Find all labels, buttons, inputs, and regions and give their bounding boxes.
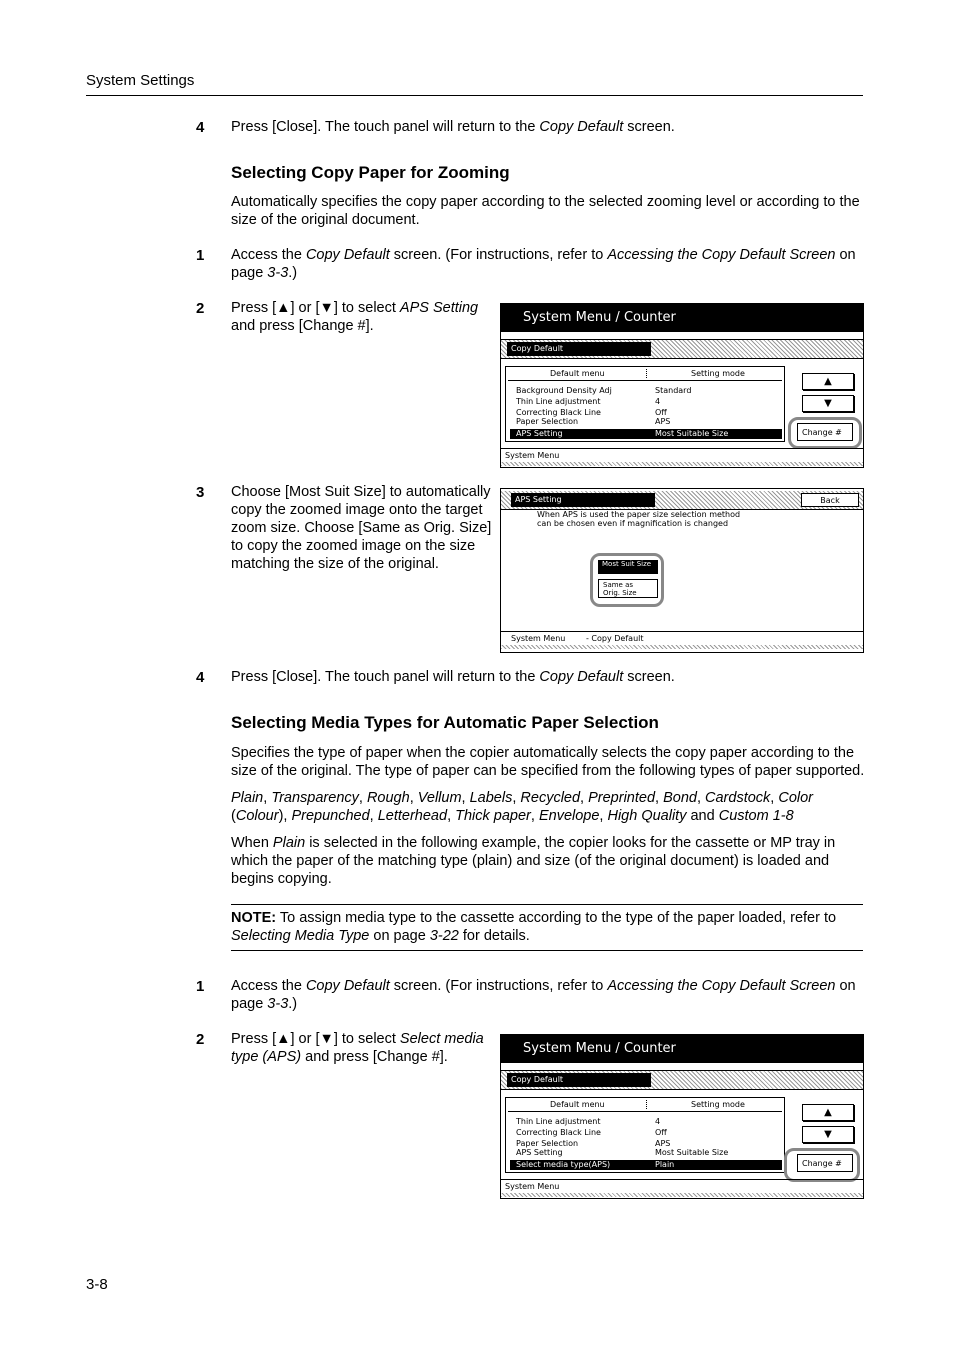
step-text: Press [▲] or [▼] to select Select media type (APS) and press [Change #]. [231,1031,484,1065]
settings-list [505,366,785,442]
column-divider [646,1100,647,1109]
tab-copy-default[interactable]: Copy Default [507,342,651,356]
back-button[interactable]: Back [801,493,859,507]
tab-bar [501,1070,863,1090]
header-divider [508,380,782,381]
screen-title: System Menu / Counter [501,1035,863,1063]
step-number: 4 [196,669,205,686]
step-text: Press [▲] or [▼] to select APS Setting and press [Change #]. [231,300,479,334]
screen-footer [501,631,863,649]
scroll-down-button[interactable]: ▼ [802,1126,854,1143]
step-text: Access the Copy Default screen. (For instructions, refer to Accessing the Copy Default Screen on page 3-3.) [231,247,856,281]
screen-title: System Menu / Counter [501,304,863,332]
column-header-mode: Setting mode [691,1100,745,1109]
tab-bar [501,491,863,510]
step-number: 2 [196,300,205,317]
step-number: 2 [196,1031,205,1048]
list-item-selected[interactable]: APS Setting Most Suitable Size [510,429,782,439]
screen-footer [501,448,863,466]
header-rule [86,95,863,96]
step-text: Access the Copy Default screen. (For instructions, refer to Accessing the Copy Default Screen on page 3-3.) [231,978,856,1012]
scroll-down-button[interactable]: ▼ [802,395,854,412]
list-item[interactable]: Paper Selection APS [516,417,671,426]
step-text: Press [Close]. The touch panel will return to the Copy Default screen. [231,669,675,685]
hatch-strip [501,645,863,649]
touch-panel-screen [500,303,864,468]
section-heading: Selecting Media Types for Automatic Paper Selection [231,713,659,732]
list-item[interactable]: Thin Line adjustment 4 [516,397,661,406]
note-rule-bottom [231,950,863,951]
note-rule-top [231,904,863,905]
hatch-strip [501,1193,863,1197]
change-button[interactable]: Change # [797,423,853,441]
footer-path: System Menu [505,451,560,460]
list-item[interactable]: Background Density Adj Standard [516,386,692,395]
footer-path: - Copy Default [586,634,644,643]
column-header-menu: Default menu [550,369,605,378]
header-divider [508,1111,782,1112]
step-text: Choose [Most Suit Size] to automatically copy the zoomed image onto the target zoom size. Choose [Same as Orig. Size] to copy the zoomed image on the size matching the size of the original. [231,484,492,572]
step-text: Press [Close]. The touch panel will return to the Copy Default screen. [231,119,675,135]
highlight-ring [590,553,664,607]
column-header-mode: Setting mode [691,369,745,378]
highlight-ring [784,1148,860,1182]
list-item[interactable]: APS Setting Most Suitable Size [516,1148,729,1157]
paper-type-list: Plain, Transparency, Rough, Vellum, Labels, Recycled, Preprinted, Bond, Cardstock, Color (Colour), Prepunched, Letterhead, Thick paper, Envelope, High Quality and Custom 1-8 [231,790,814,824]
example-text: When Plain is selected in the following example, the copier looks for the cassette or MP tray in which the paper of the matching type (plain) and size (of the original document) is loaded and begins copying. [231,835,836,887]
running-header: System Settings [86,72,195,89]
change-button[interactable]: Change # [797,1154,853,1172]
touch-panel-screen [500,488,864,653]
settings-list [505,1097,785,1173]
list-item[interactable]: Paper Selection APS [516,1139,671,1148]
section-heading: Selecting Copy Paper for Zooming [231,163,510,182]
step-number: 3 [196,484,205,501]
touch-panel-screen [500,1034,864,1199]
list-item-selected[interactable]: Select media type(APS) Plain [510,1160,782,1170]
same-as-orig-size-button[interactable]: Same as Orig. Size [598,579,658,598]
step-number: 4 [196,119,205,136]
footer-path: System Menu [511,634,566,643]
page-number: 3-8 [86,1276,108,1293]
tab-aps-setting[interactable]: APS Setting [511,493,655,507]
description-text: When APS is used the paper size selection method can be chosen even if magnification is changed [537,510,741,528]
section-intro: Automatically specifies the copy paper according to the selected zooming level or according to the size of the original document. [231,194,860,228]
tab-copy-default[interactable]: Copy Default [507,1073,651,1087]
most-suit-size-button[interactable]: Most Suit Size [598,560,658,574]
column-divider [646,369,647,378]
tab-bar [501,339,863,359]
step-number: 1 [196,978,205,995]
footer-path: System Menu [505,1182,560,1191]
list-item[interactable]: Correcting Black Line Off [516,1128,667,1137]
section-intro: Specifies the type of paper when the copier automatically selects the copy paper according to the size of the original. The type of paper can be specified from the following types of paper supported. [231,745,865,779]
list-item[interactable]: Thin Line adjustment 4 [516,1117,661,1126]
column-header-menu: Default menu [550,1100,605,1109]
note-text: NOTE: To assign media type to the cassette according to the type of the paper loaded, refer to Selecting Media Type on page 3-22 for details. [231,910,837,944]
highlight-ring [788,417,862,449]
scroll-up-button[interactable]: ▲ [802,373,854,390]
hatch-strip [501,462,863,466]
screen-footer [501,1179,863,1197]
step-number: 1 [196,247,205,264]
list-item[interactable]: Correcting Black Line Off [516,408,667,417]
scroll-up-button[interactable]: ▲ [802,1104,854,1121]
